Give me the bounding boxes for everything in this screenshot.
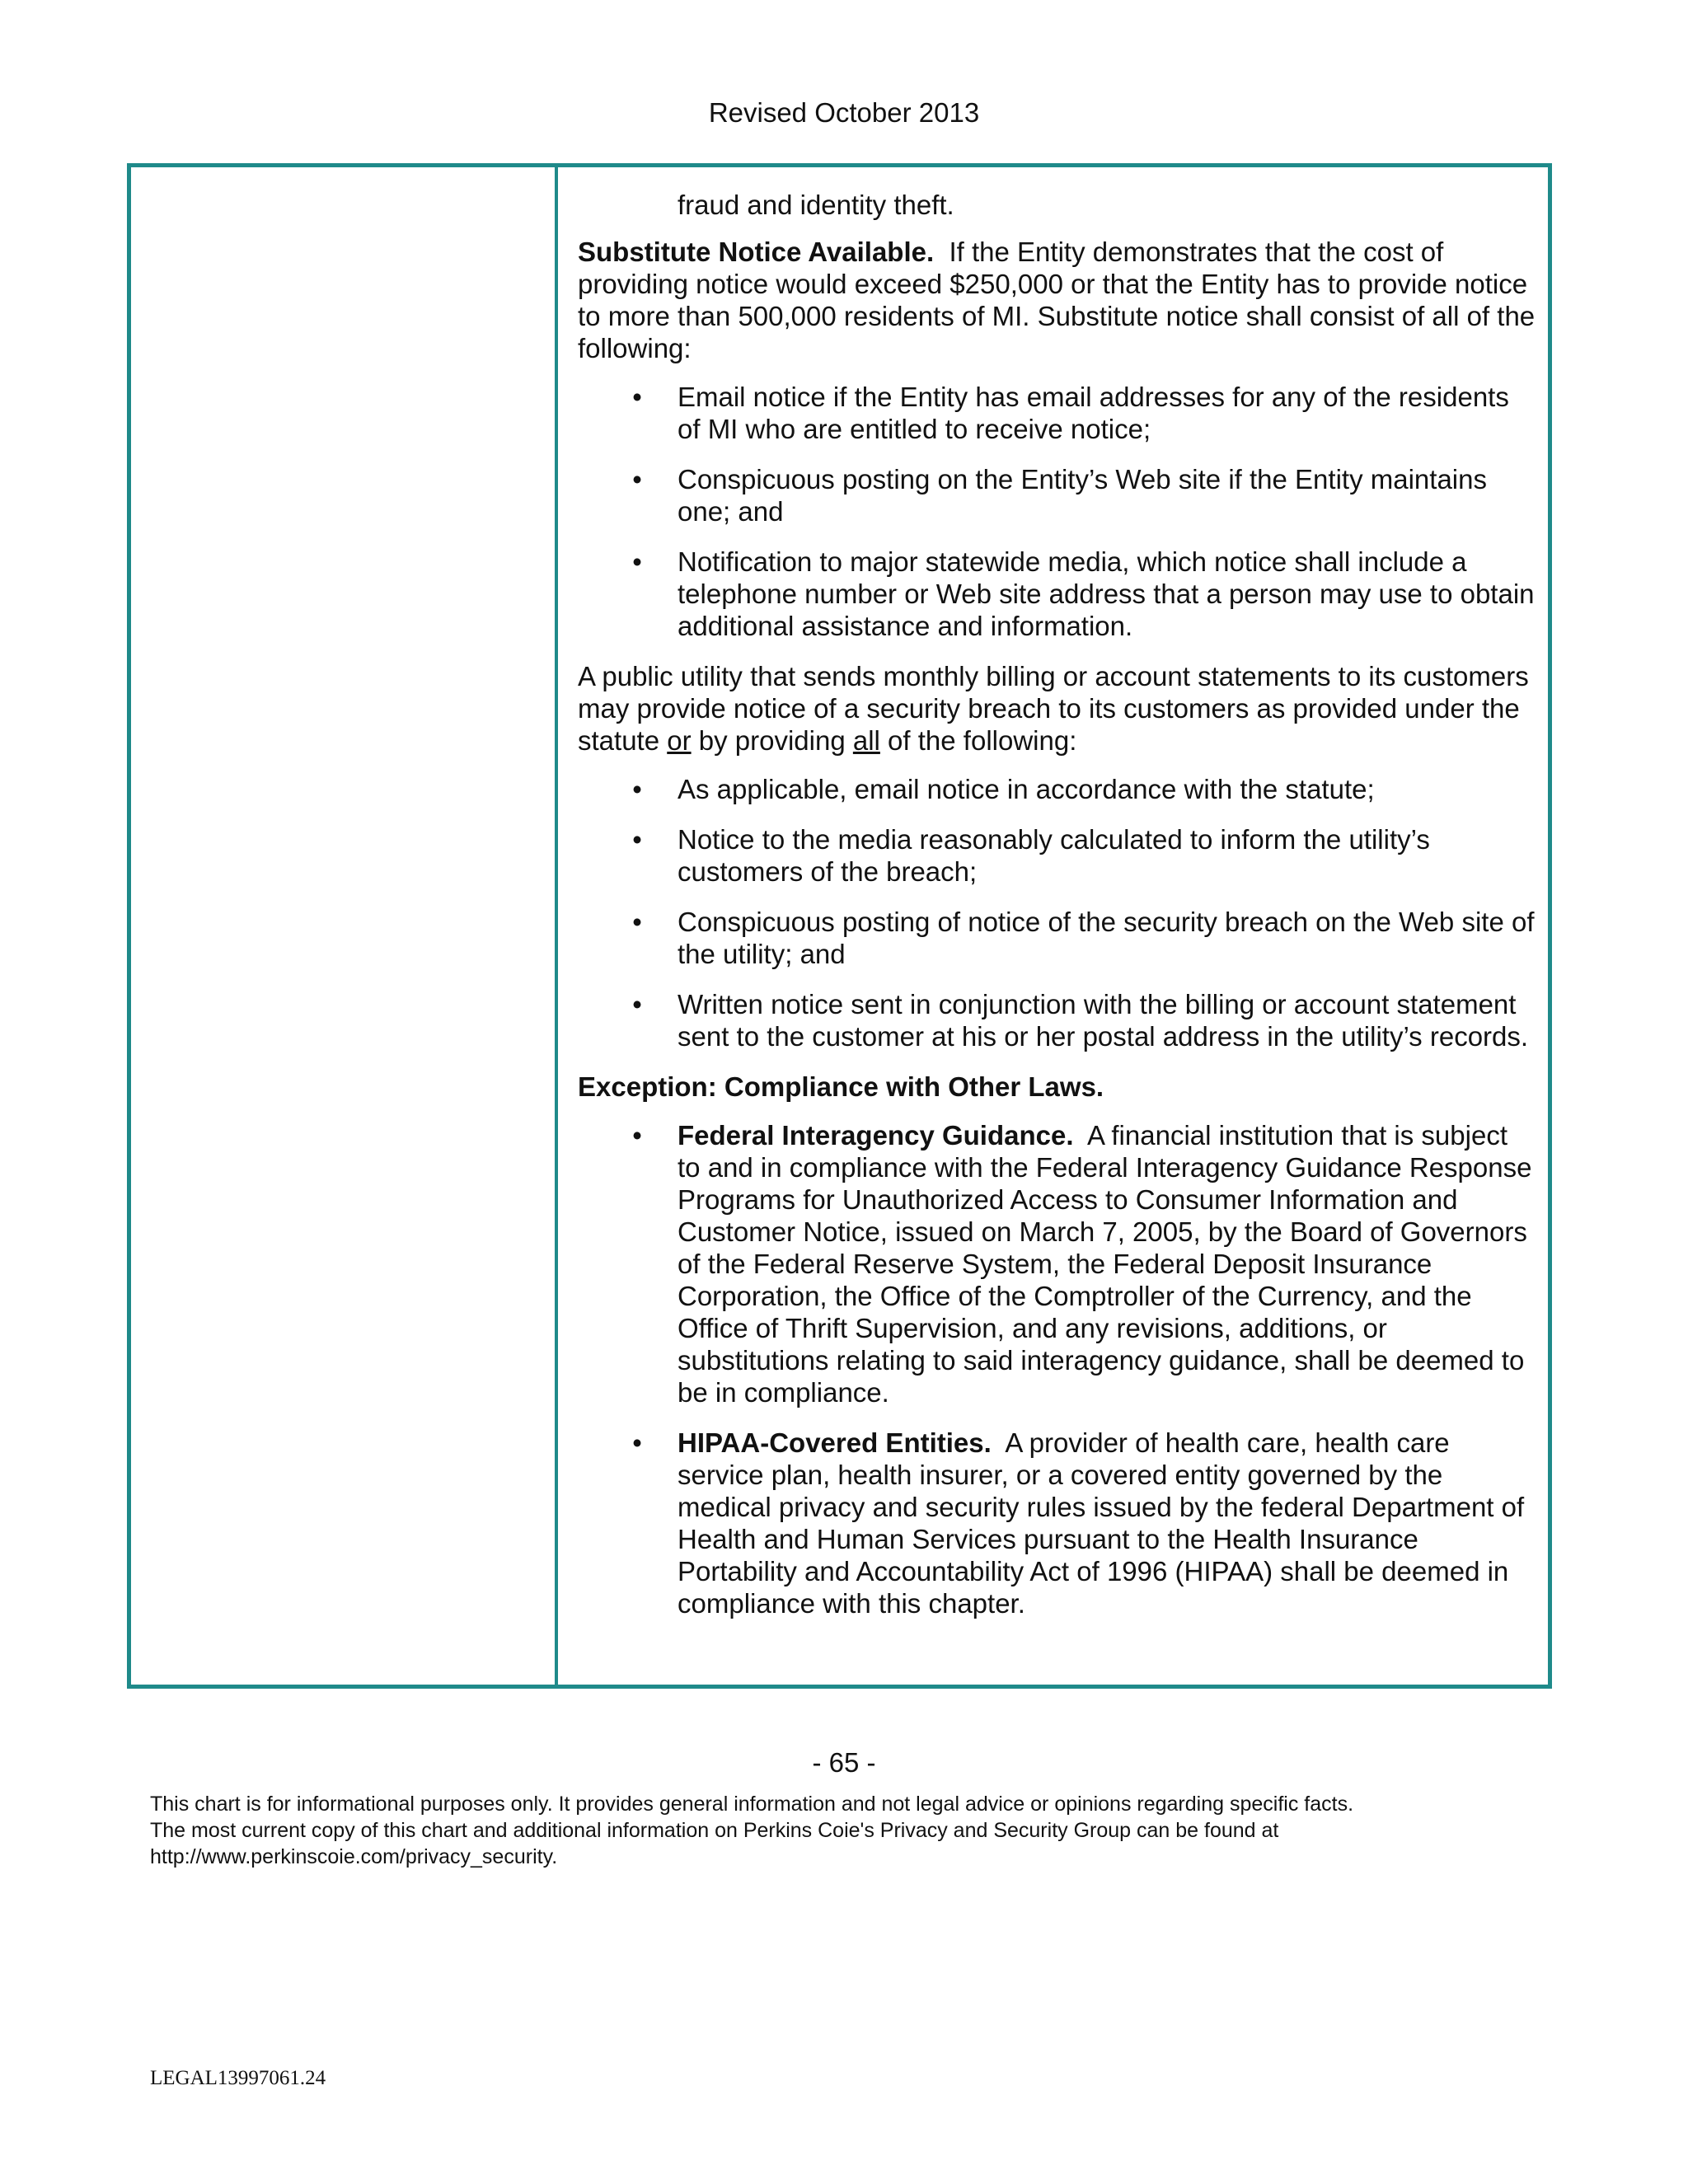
bullet-icon: • [632, 1427, 642, 1458]
bullet-icon: • [632, 382, 642, 412]
utility-or-underlined: or [667, 725, 692, 756]
substitute-notice-list [578, 381, 1536, 642]
list-item-text: Notice to the media reasonably calculated to inform the utility’s customers of the breach; [678, 824, 1430, 887]
list-item [578, 823, 1536, 888]
page-number: - 65 - [812, 1747, 876, 1778]
list-item [578, 773, 1536, 805]
list-item [578, 546, 1536, 642]
utility-all-underlined: all [852, 725, 880, 756]
list-item [578, 1427, 1536, 1619]
list-item-text: Conspicuous posting of notice of the security breach on the Web site of the utility; and [678, 907, 1535, 969]
exception-heading [578, 1071, 1536, 1103]
bullet-icon: • [632, 989, 642, 1019]
list-item-text: Written notice sent in conjunction with the billing or account statement sent to the customer at his or her postal address in the utility’s records. [678, 989, 1529, 1052]
list-item [578, 906, 1536, 970]
list-item-text: A provider of health care, health care service plan, health insurer, or a covered entity governed by the medical privacy and security rules issued by the federal Department of Health and Human Services pursuant to the Health Insurance Portability and Accountability Act of 1996 (HIPAA) shall be deemed in compliance with this chapter. [678, 1427, 1525, 1619]
list-item-text: Conspicuous posting on the Entity’s Web site if the Entity maintains one; and [678, 464, 1487, 527]
list-item [578, 1119, 1536, 1408]
column-divider [555, 167, 558, 1685]
disclaimer-url: http://www.perkinscoie.com/privacy_security. [150, 1845, 558, 1868]
substitute-notice-paragraph [578, 236, 1536, 364]
list-item-text: Email notice if the Entity has email addresses for any of the residents of MI who are entitled to receive notice; [678, 382, 1509, 444]
bullet-icon: • [632, 907, 642, 937]
utility-text-c: of the following: [879, 725, 1077, 756]
continuation-text: fraud and identity theft. [678, 190, 954, 220]
bullet-icon: • [632, 546, 642, 577]
utility-text-a: A public utility that sends monthly billing or account statements to its customers may provide notice of a security breach to its customers as provided under the statute [578, 661, 1529, 756]
list-item-text: As applicable, email notice in accordance with the statute; [678, 774, 1375, 804]
chart-table [127, 163, 1552, 1689]
exception-list [578, 1119, 1536, 1619]
table-right-cell [578, 189, 1536, 1638]
footer-disclaimer [150, 1791, 1617, 1870]
public-utility-paragraph [578, 660, 1536, 757]
substitute-notice-text: If the Entity demonstrates that the cost of providing notice would exceed $250,000 or that the Entity has to provide notice to more than 500,000 residents of MI. Substitute notice shall consist of all of the following: [578, 237, 1536, 363]
list-item [578, 381, 1536, 445]
list-item-title: HIPAA-Covered Entities. [678, 1427, 992, 1458]
public-utility-list [578, 773, 1536, 1052]
revised-date-header: Revised October 2013 [708, 97, 980, 128]
disclaimer-line: This chart is for informational purposes only. It provides general information and not legal advice or opinions regarding specific facts. [150, 1793, 1354, 1816]
substitute-notice-title: Substitute Notice Available. [578, 237, 935, 267]
bullet-icon: • [632, 1120, 642, 1151]
utility-text-b: by providing [691, 725, 853, 756]
list-item [578, 463, 1536, 527]
bullet-icon: • [632, 774, 642, 804]
list-item-text: A financial institution that is subject to and in compliance with the Federal Interagency Guidance Response Programs for Unauthorized Access to Consumer Information and Customer Notice, issued on March 7, 2005, by the Board of Governors of the Federal Reserve System, the Federal Deposit Insurance Corporation, the Office of the Comptroller of the Currency, and the Office of Thrift Supervision, and any revisions, additions, or substitutions relating to said interagency guidance, shall be deemed to be in compliance. [678, 1120, 1532, 1408]
exception-title: Exception: Compliance with Other Laws. [578, 1071, 1104, 1102]
document-id: LEGAL13997061.24 [150, 2067, 326, 2089]
disclaimer-line: The most current copy of this chart and additional information on Perkins Coie's Privacy and Security Group can be found at [150, 1819, 1279, 1842]
bullet-icon: • [632, 824, 642, 855]
list-item-text: Notification to major statewide media, which notice shall include a telephone number or Web site address that a person may use to obtain additional assistance and information. [678, 546, 1535, 641]
list-item [578, 988, 1536, 1052]
list-item-title: Federal Interagency Guidance. [678, 1120, 1074, 1151]
bullet-icon: • [632, 464, 642, 494]
